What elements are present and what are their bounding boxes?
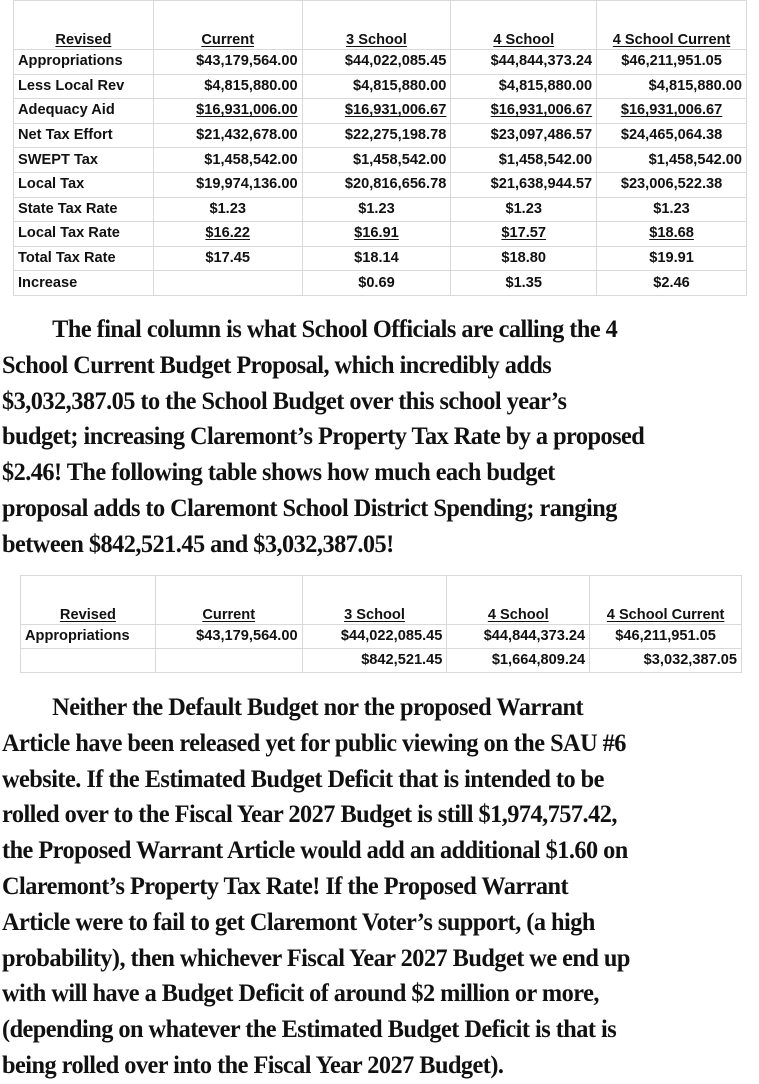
cell-current: $1,458,542.00 (153, 148, 302, 173)
cell-3-school: $0.69 (302, 271, 451, 296)
cell-4-school-current: $24,465,064.38 (597, 123, 747, 148)
text-line: being rolled over into the Fiscal Year 2027 Budget). (2, 1051, 504, 1079)
cell-3-school: $1,458,542.00 (302, 148, 451, 173)
cell-4-school: $1,458,542.00 (451, 148, 597, 173)
row-label: Appropriations (14, 50, 154, 75)
table-row-less-local-rev (14, 74, 747, 99)
column-header-3-school: 3 School (302, 1, 451, 50)
cell-4-school-current: $4,815,880.00 (597, 74, 747, 99)
table-row-increase (14, 271, 747, 296)
table-header-row (14, 1, 747, 50)
row-label: Net Tax Effort (14, 123, 154, 148)
row-label: Less Local Rev (14, 74, 154, 99)
text-line: Article have been released yet for public viewing on the SAU #6 (2, 729, 626, 757)
table-row-appropriations (14, 50, 747, 75)
table-row-state-tax-rate (14, 197, 747, 222)
cell-3-school: $16.91 (302, 222, 451, 247)
text-line: Article were to fail to get Claremont Voter’s support, (a high (2, 908, 595, 936)
cell-4-school-current: $19.91 (597, 246, 747, 271)
text-line: $2.46! The following table shows how much each budget (2, 459, 555, 487)
cell-4-school: $1,664,809.24 (447, 649, 590, 673)
cell-4-school-current: $3,032,387.05 (590, 649, 742, 673)
cell-current: $21,432,678.00 (153, 123, 302, 148)
column-header-4-school: 4 School (451, 1, 597, 50)
table-row-adequacy-aid (14, 99, 747, 124)
column-header-revised: Revised (21, 576, 156, 625)
cell-current: $19,974,136.00 (153, 172, 302, 197)
cell-4-school: $17.57 (451, 222, 597, 247)
cell-4-school: $16,931,006.67 (451, 99, 597, 124)
cell-3-school: $18.14 (302, 246, 451, 271)
row-label: Increase (14, 271, 154, 296)
table-row-net-tax-effort (14, 123, 747, 148)
row-label: Local Tax (14, 172, 154, 197)
text-line: School Current Budget Proposal, which incredibly adds (2, 351, 552, 379)
row-label: SWEPT Tax (14, 148, 154, 173)
text-line: between $842,521.45 and $3,032,387.05! (2, 530, 394, 558)
table-header-row (21, 576, 742, 625)
spending-increase-table (20, 575, 742, 673)
cell-current (155, 649, 302, 673)
cell-4-school: $4,815,880.00 (451, 74, 597, 99)
text-line: (depending on whatever the Estimated Budget Deficit is that is (2, 1016, 617, 1044)
row-label: Adequacy Aid (14, 99, 154, 124)
text-line: rolled over to the Fiscal Year 2027 Budget is still $1,974,757.42, (2, 801, 617, 829)
row-label: State Tax Rate (14, 197, 154, 222)
cell-current: $4,815,880.00 (153, 74, 302, 99)
cell-4-school: $18.80 (451, 246, 597, 271)
table-row-swept-tax (14, 148, 747, 173)
table-row-appropriations (21, 625, 742, 649)
column-header-4-school: 4 School (447, 576, 590, 625)
text-line: Neither the Default Budget nor the proposed Warrant (52, 694, 584, 721)
table-row-local-tax (14, 172, 747, 197)
cell-3-school: $842,521.45 (302, 649, 447, 673)
row-label: Local Tax Rate (14, 222, 154, 247)
cell-4-school: $1.23 (451, 197, 597, 222)
cell-4-school-current: $23,006,522.38 (597, 172, 747, 197)
cell-current: $43,179,564.00 (153, 50, 302, 75)
cell-current: $16.22 (153, 222, 302, 247)
cell-current (153, 271, 302, 296)
text-line: proposal adds to Claremont School District Spending; ranging (2, 494, 617, 522)
column-header-current: Current (153, 1, 302, 50)
text-line: probability), then whichever Fiscal Year 2027 Budget we end up (2, 944, 630, 972)
text-line: budget; increasing Claremont’s Property Tax Rate by a proposed (2, 423, 645, 451)
cell-4-school-current: $16,931,006.67 (597, 99, 747, 124)
cell-4-school-current: $46,211,951.05 (597, 50, 747, 75)
column-header-4-school-current: 4 School Current (590, 576, 742, 625)
text-line: Claremont’s Property Tax Rate! If the Proposed Warrant (2, 872, 569, 900)
text-line: with will have a Budget Deficit of around $2 million or more, (2, 980, 599, 1008)
cell-3-school: $22,275,198.78 (302, 123, 451, 148)
row-label: Appropriations (21, 625, 156, 649)
cell-3-school: $44,022,085.45 (302, 50, 451, 75)
cell-3-school: $44,022,085.45 (302, 625, 447, 649)
cell-3-school: $16,931,006.67 (302, 99, 451, 124)
cell-4-school: $44,844,373.24 (451, 50, 597, 75)
cell-3-school: $20,816,656.78 (302, 172, 451, 197)
text-line: website. If the Estimated Budget Deficit that is intended to be (2, 765, 604, 793)
cell-current: $43,179,564.00 (155, 625, 302, 649)
cell-current: $16,931,006.00 (153, 99, 302, 124)
cell-4-school: $23,097,486.57 (451, 123, 597, 148)
table-row-difference (21, 649, 742, 673)
column-header-3-school: 3 School (302, 576, 447, 625)
paragraph-final-column (2, 312, 735, 563)
table-row-total-tax-rate (14, 246, 747, 271)
cell-4-school: $1.35 (451, 271, 597, 296)
cell-4-school-current: $18.68 (597, 222, 747, 247)
cell-current: $1.23 (153, 197, 302, 222)
column-header-4-school-current: 4 School Current (597, 1, 747, 50)
text-line: The final column is what School Officials are calling the 4 (52, 316, 618, 343)
text-line: $3,032,387.05 to the School Budget over this school year’s (2, 387, 567, 415)
column-header-current: Current (155, 576, 302, 625)
cell-4-school: $44,844,373.24 (447, 625, 590, 649)
cell-4-school-current: $2.46 (597, 271, 747, 296)
cell-3-school: $1.23 (302, 197, 451, 222)
cell-3-school: $4,815,880.00 (302, 74, 451, 99)
cell-current: $17.45 (153, 246, 302, 271)
text-line: the Proposed Warrant Article would add an additional $1.60 on (2, 837, 628, 865)
tax-rate-comparison-table (13, 0, 747, 296)
table-row-local-tax-rate (14, 222, 747, 247)
paragraph-warrant-article (2, 690, 735, 1084)
row-label (21, 649, 156, 673)
cell-4-school: $21,638,944.57 (451, 172, 597, 197)
cell-4-school-current: $1,458,542.00 (597, 148, 747, 173)
cell-4-school-current: $46,211,951.05 (590, 625, 742, 649)
row-label: Total Tax Rate (14, 246, 154, 271)
column-header-revised: Revised (14, 1, 154, 50)
cell-4-school-current: $1.23 (597, 197, 747, 222)
